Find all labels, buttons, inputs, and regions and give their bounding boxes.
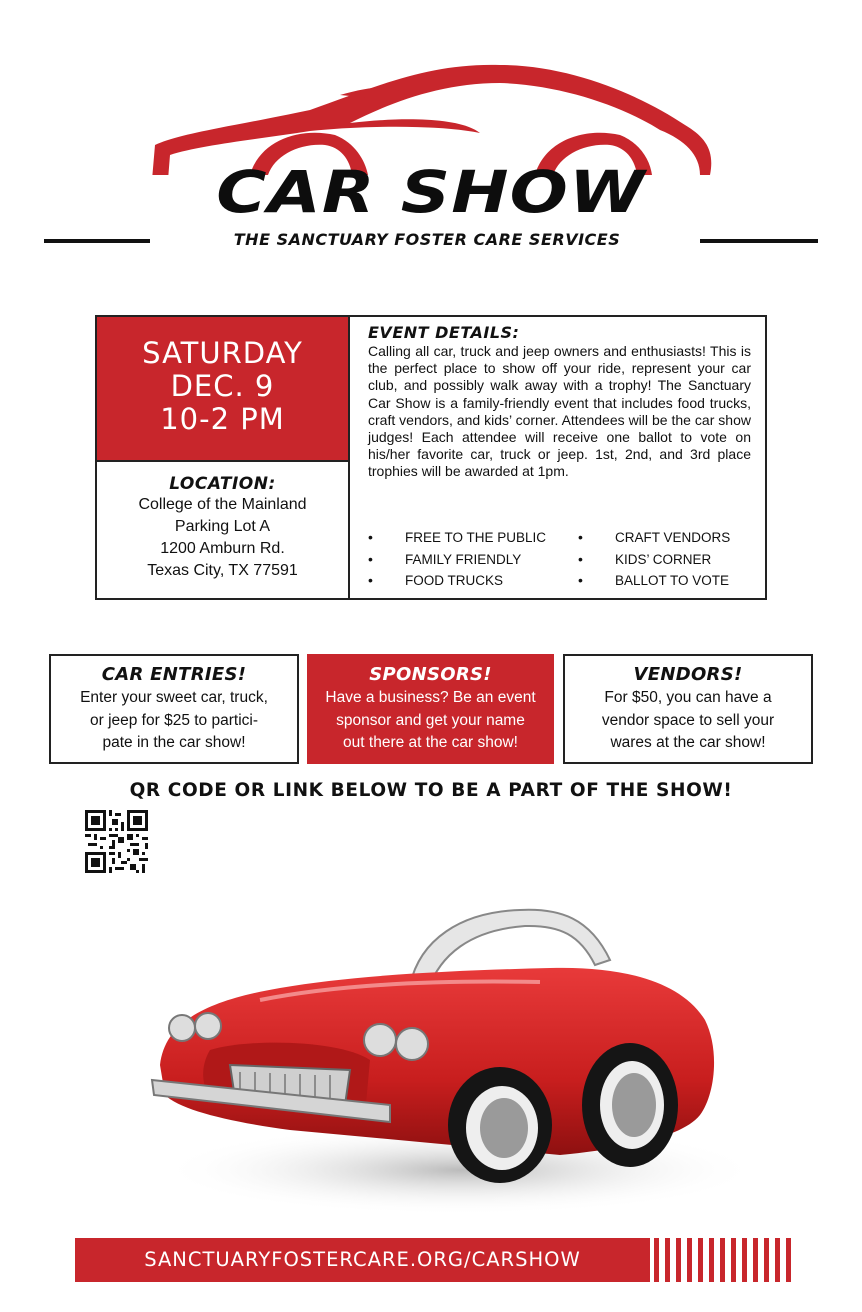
card-title: CAR ENTRIES! [101, 664, 247, 685]
divider-left [44, 239, 150, 243]
list-item: • FOOD TRUCKS [368, 570, 546, 592]
list-item: • KIDS’ CORNER [578, 549, 730, 571]
event-details-block [350, 317, 765, 598]
card-line: sponsor and get your name [336, 711, 525, 729]
divider-right [700, 239, 818, 243]
card-title: SPONSORS! [369, 664, 492, 685]
event-description: Calling all car, truck and jeep owners and enthusiasts! This is the perfect place to show off your ride, represent your car club, and possibly walk away with a trophy! The Sanctuary Car Show is a family-friendly event that includes food trucks, craft vendors, and kids’ corner. Attendees will be the car show judges! Each attendee will receive one ballot to vote on his/her favorite car, truck or jeep. 1st, 2nd, and 3rd place trophies will be awarded at 1pm. [368, 343, 751, 480]
qr-code-icon[interactable] [85, 810, 148, 873]
car-silhouette-icon [140, 55, 720, 175]
footer-url-bar[interactable] [75, 1238, 650, 1282]
sponsors-card [307, 654, 554, 764]
location-heading: LOCATION: [169, 474, 276, 494]
card-line: vendor space to sell your [601, 711, 775, 729]
red-convertible-car-image [140, 900, 740, 1220]
location-line: College of the Mainland [138, 496, 307, 513]
list-item: • BALLOT TO VOTE [578, 570, 730, 592]
card-line: wares at the car show! [610, 734, 766, 751]
event-date: DEC. 9 [170, 369, 275, 403]
event-details-heading: EVENT DETAILS: [368, 323, 520, 342]
event-details-box [95, 315, 767, 600]
subtitle-row [44, 230, 818, 252]
card-line: or jeep for $25 to partici- [89, 711, 258, 729]
card-line: For $50, you can have a [604, 689, 772, 706]
date-block [97, 317, 350, 460]
list-item: • FREE TO THE PUBLIC [368, 527, 546, 549]
organizer-subtitle: THE SANCTUARY FOSTER CARE SERVICES [233, 230, 621, 249]
location-line: 1200 Amburn Rd. [160, 540, 285, 557]
location-line: Parking Lot A [174, 518, 271, 535]
event-day: SATURDAY [142, 336, 303, 370]
list-item: • FAMILY FRIENDLY [368, 549, 546, 571]
event-time: 10-2 PM [160, 402, 285, 436]
list-item: • CRAFT VENDORS [578, 527, 730, 549]
footer-url-link[interactable]: SANCTUARYFOSTERCARE.ORG/CARSHOW [144, 1248, 581, 1271]
card-line: Have a business? Be an event [325, 689, 536, 706]
location-line: Texas City, TX 77591 [147, 562, 298, 579]
card-title: VENDORS! [633, 664, 743, 685]
call-to-action: QR CODE OR LINK BELOW TO BE A PART OF THE SHOW! [129, 780, 733, 801]
page-title: CAR SHOW [216, 158, 646, 226]
card-line: pate in the car show! [102, 734, 246, 751]
card-line: out there at the car show! [343, 734, 518, 751]
car-entries-card [49, 654, 299, 764]
vendors-card [563, 654, 813, 764]
card-line: Enter your sweet car, truck, [80, 689, 268, 706]
decorative-stripes [654, 1238, 794, 1282]
location-block [97, 460, 350, 598]
